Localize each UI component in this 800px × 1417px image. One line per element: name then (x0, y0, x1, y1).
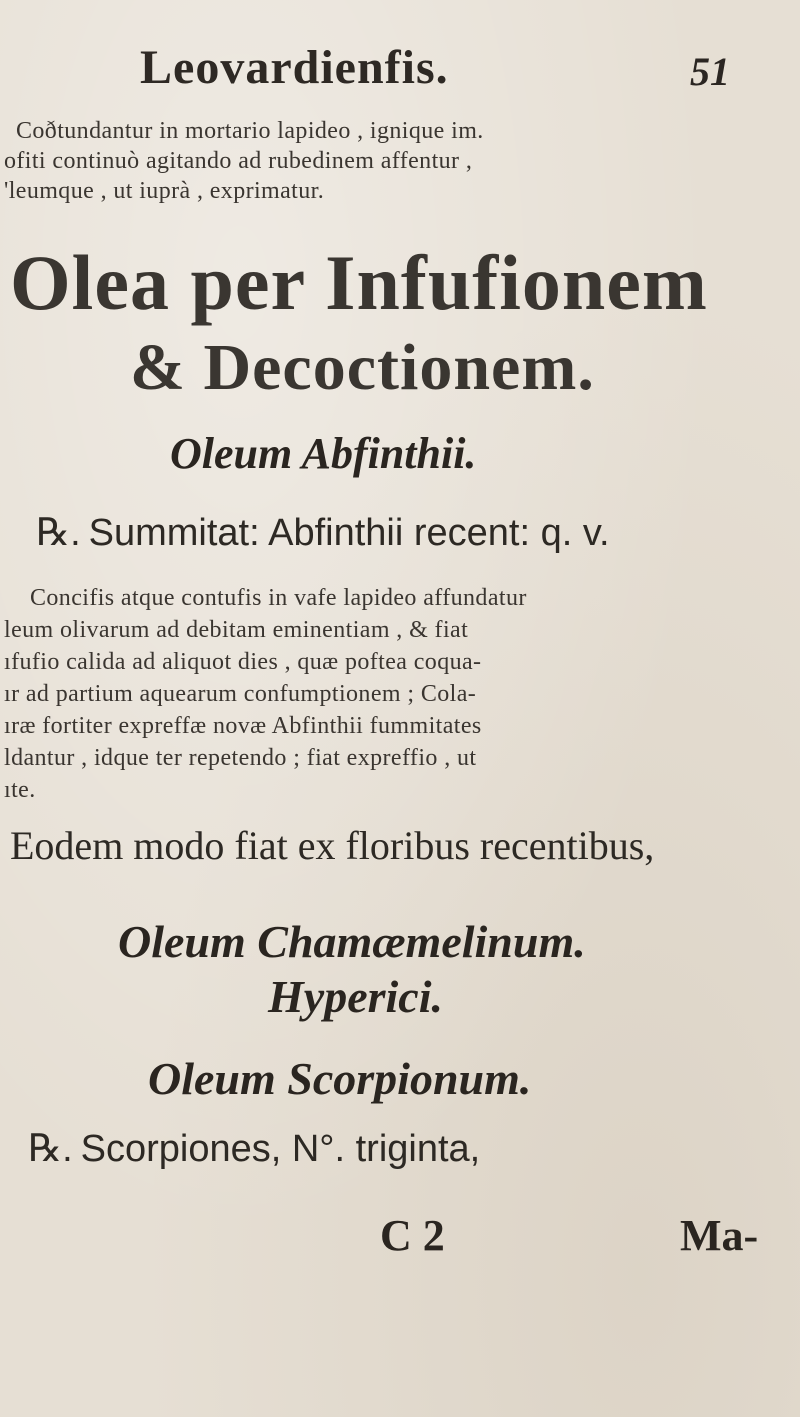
absinthii-line-1: Concifis atque contufis in vafe lapideo affundatur (30, 585, 527, 611)
recipe-absinthii (36, 510, 610, 555)
main-title-line-2: & Decoctionem. (130, 331, 595, 404)
page-header (0, 40, 800, 100)
absinthii-line-2: leum olivarum ad debitam eminentiam , & fiat (4, 617, 469, 643)
rx-symbol: ℞. (36, 512, 81, 554)
signature-mark: C 2 (380, 1211, 445, 1260)
intro-line-2: ofiti continuò agitando ad rubedinem affentur , (4, 148, 473, 174)
rx-symbol: ℞. (28, 1128, 73, 1170)
section-title-scorpionum: Oleum Scorpionum. (148, 1053, 532, 1104)
recipe-absinthii-text: Summitat: Abfinthii recent: q. v. (88, 512, 610, 554)
eodem-modo-line: Eodem modo fiat ex floribus recentibus, (10, 823, 655, 868)
section-title-chamaemelinum: Oleum Chamæmelinum. (118, 916, 586, 967)
page-number: 51 (690, 49, 730, 94)
absinthii-line-6: ldantur , idque ter repetendo ; fiat expreffio , ut (4, 745, 477, 771)
recipe-scorpionum (28, 1126, 480, 1171)
section-title-hyperici: Hyperici. (268, 971, 443, 1022)
intro-line-3: 'leumque , ut iuprà , exprimatur. (4, 178, 325, 204)
catchword: Ma- (680, 1211, 759, 1260)
absinthii-line-3: ıfufio calida ad aliquot dies , quæ poftea coqua- (4, 649, 482, 675)
main-title-line-1: Olea per Infufionem (10, 239, 708, 326)
intro-line-1: Coðtundantur in mortario lapideo , ignique im. (16, 118, 484, 144)
section-title-absinthii: Oleum Abfinthii. (170, 429, 477, 478)
absinthii-line-7: ıte. (4, 777, 36, 803)
absinthii-line-5: ıræ fortiter expreffæ novæ Abfinthii fummitates (4, 713, 482, 739)
absinthii-line-4: ır ad partium aquearum confumptionem ; Cola- (4, 681, 477, 707)
recipe-scorpionum-text: Scorpiones, N°. triginta, (80, 1128, 481, 1170)
running-title: Leovardienfis. (140, 41, 449, 94)
